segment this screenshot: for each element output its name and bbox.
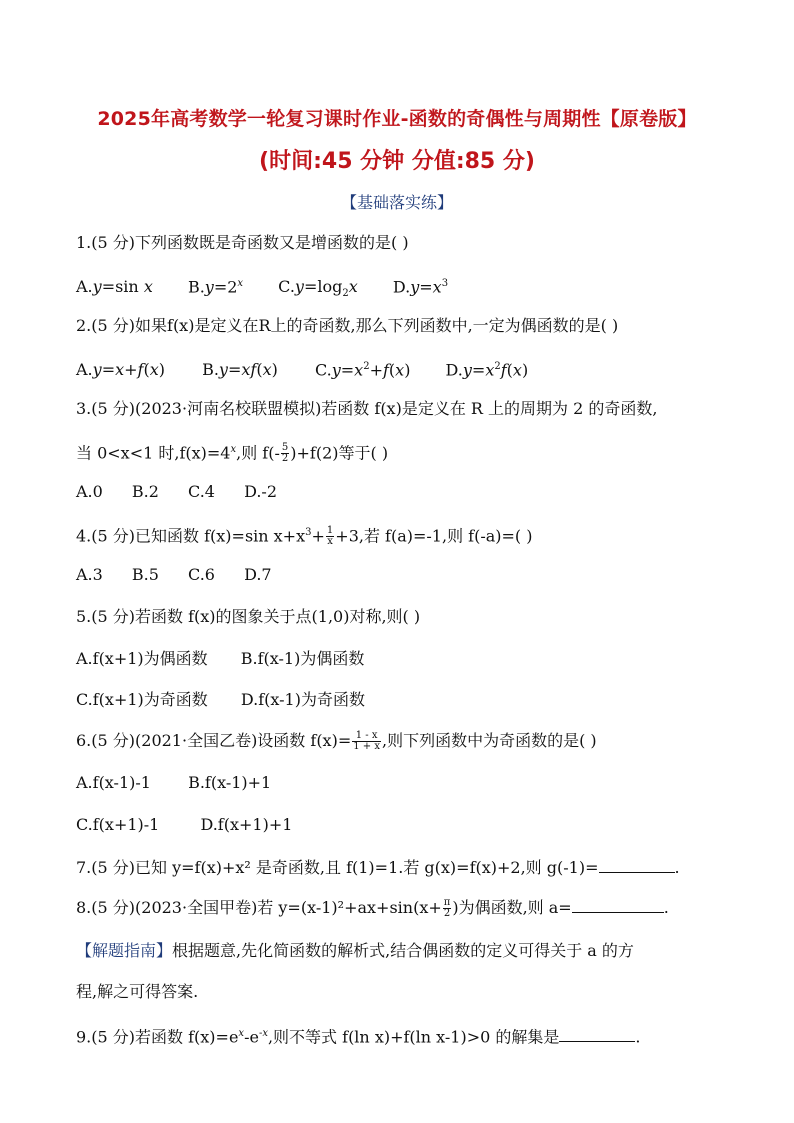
document-subtitle: (时间:45 分钟 分值:85 分): [259, 149, 535, 174]
option-a: A.0: [76, 482, 103, 501]
question-3-options: [76, 482, 277, 502]
option-b: $B.y=2^x$: [187, 277, 244, 297]
hint-label: 【解题指南】: [76, 941, 173, 960]
hint-line-2: 程,解之可得答案.: [76, 982, 199, 1001]
question-7: 7.(5 分)已知 y=f(x)+x² 是奇函数,且 f(1)=1.若 g(x)=f(x)+2,则 g(-1)= .: [76, 858, 680, 877]
question-6-options-row-1: [76, 773, 271, 793]
option-c: C.f(x+1)为奇函数: [76, 690, 208, 709]
question-4-options: [76, 565, 272, 585]
question-3-line-2: 当 0<x<1 时$,f(x)=4^x$,则 f(- $\frac{5}{2}$ )+f(2)等于( ): [76, 442, 389, 465]
option-a: A.f(x-1)-1: [76, 773, 151, 792]
option-d: $D.y=x^3$: [392, 277, 449, 297]
question-9: 9.(5 分)若函数 $f(x)=e^x-e^{-x}$,则不等式 f(ln x)+f(ln x-1)>0 的解集是 .: [76, 1027, 641, 1047]
option-b: B.5: [131, 565, 159, 584]
question-4: 4.(5 分)已知函数 f(x)=sin $x+x^3+$ $\frac{1}{x}$ +3,若 f(a)=-1,则 f(-a)=( ): [76, 525, 533, 548]
option-b: B.f(x-1)为偶函数: [240, 649, 365, 668]
document-title: 2025年高考数学一轮复习课时作业-函数的奇偶性与周期性【原卷版】: [97, 108, 697, 130]
answer-blank: [572, 898, 664, 913]
option-a: A.y=x+f(x): [76, 360, 165, 380]
option-d: D.f(x-1)为奇函数: [240, 690, 365, 709]
fraction: $\frac{1}{x}$: [326, 525, 334, 548]
question-1: 1.(5 分)下列函数既是奇函数又是增函数的是( ): [76, 233, 409, 252]
option-c: $C.y=x^2+f(x)$: [314, 360, 411, 380]
question-5-options-row-2: [76, 690, 365, 710]
option-a: A.y=sin x: [76, 277, 153, 297]
question-1-options: [76, 274, 448, 305]
fraction: $\frac{5}{2}$: [281, 442, 289, 465]
option-c: C.f(x+1)-1: [76, 815, 160, 834]
option-b: B.y=xf(x): [202, 360, 278, 380]
option-b: B.f(x-1)+1: [188, 773, 272, 792]
question-3-line-1: 3.(5 分)(2023·河南名校联盟模拟)若函数 f(x)是定义在 R 上的周期为 2 的奇函数,: [76, 399, 658, 418]
answer-blank: [559, 1027, 635, 1042]
option-a: A.3: [76, 565, 103, 584]
question-8: 8.(5 分)(2023·全国甲卷)若 y=(x-1)²+ax+sin(x+ $\frac{\pi}{2}$ )为偶函数,则 a= .: [76, 897, 669, 919]
option-d: D.7: [244, 565, 272, 584]
question-6-options-row-2: [76, 815, 292, 835]
question-6: 6.(5 分)(2021·全国乙卷)设函数 f(x)= $\frac{1 - x}{1 + x}$ ,则下列函数中为奇函数的是( ): [76, 730, 597, 752]
question-5-options-row-1: [76, 649, 364, 669]
option-d: D.-2: [244, 482, 278, 501]
section-heading: 【基础落实练】: [340, 193, 453, 212]
option-d: $D.y=x^2f(x)$: [445, 360, 529, 380]
fraction: $\frac{\pi}{2}$: [443, 897, 451, 919]
question-2: 2.(5 分)如果f(x)是定义在R上的奇函数,那么下列函数中,一定为偶函数的是( ): [76, 316, 619, 335]
option-c: $C.y=\log_2x$: [278, 277, 358, 300]
question-5: 5.(5 分)若函数 f(x)的图象关于点(1,0)对称,则( ): [76, 607, 421, 626]
question-2-options: [76, 357, 528, 380]
option-c: C.4: [188, 482, 215, 501]
fraction: $\frac{1 - x}{1 + x}$: [353, 730, 380, 752]
answer-blank: [599, 858, 675, 873]
option-d: D.f(x+1)+1: [200, 815, 293, 834]
option-c: C.6: [188, 565, 215, 584]
option-a: A.f(x+1)为偶函数: [76, 649, 208, 668]
option-b: B.2: [131, 482, 159, 501]
hint-line-1: 【解题指南】根据题意,先化简函数的解析式,结合偶函数的定义可得关于 a 的方: [76, 941, 634, 960]
